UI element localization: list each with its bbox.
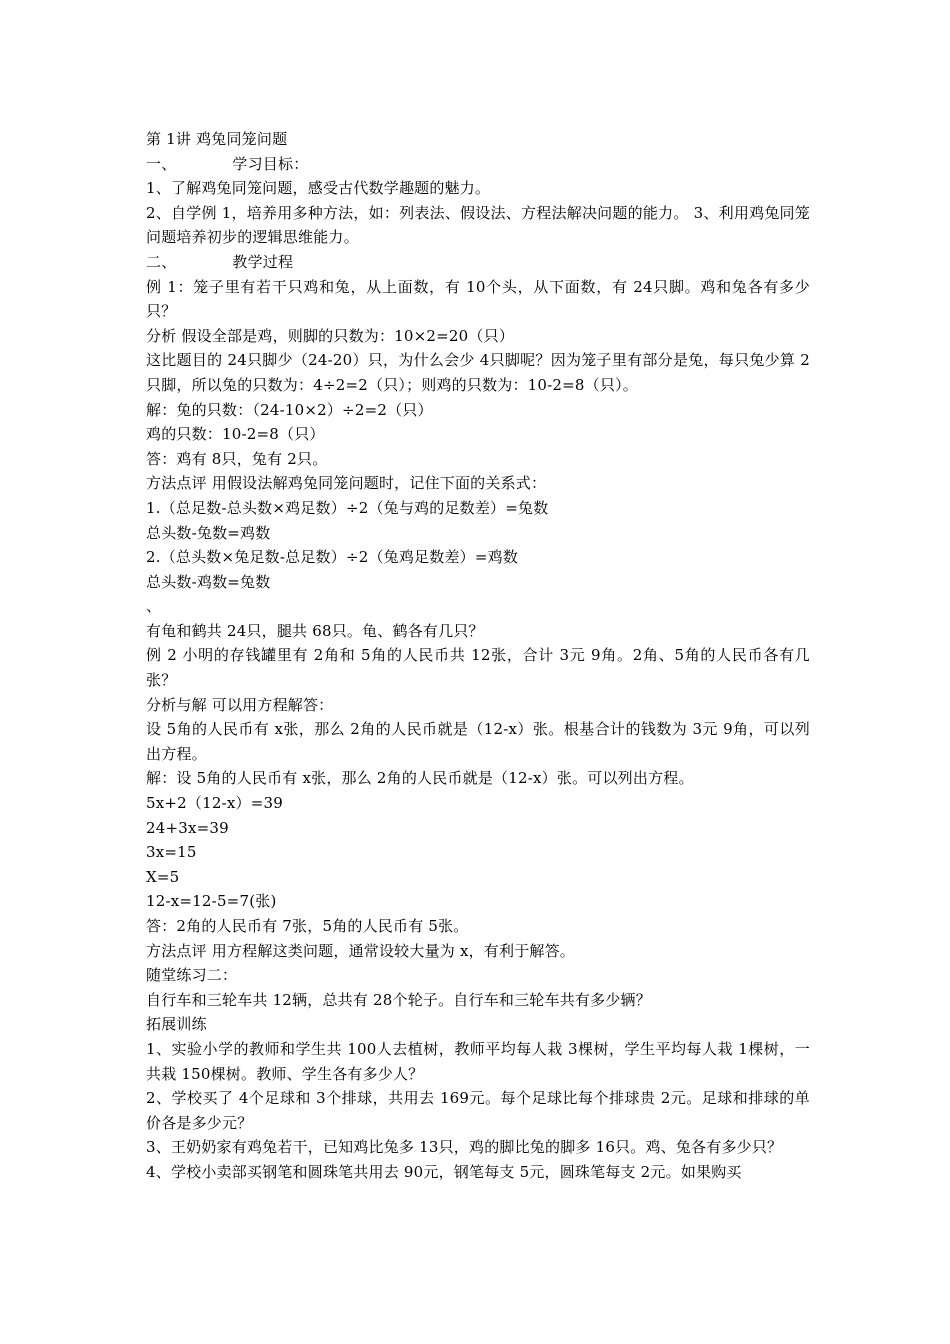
section-label: 学习目标： [232,154,309,173]
solution-line-3: 解：设 5角的人民币有 x张，那么 2角的人民币就是（12-x）张。可以列出方程。 [146,769,694,788]
equation-2: 24+3x=39 [146,818,229,837]
explanation-1: 这比题目的 24只脚少（24-20）只，为什么会少 4只脚呢？因为笼子里有部分是兔，每只兔少算 2只脚，所以兔的只数为：4÷2=2（只）；则鸡的只数为：10-2=8（只）。 [146,351,810,394]
extension-3: 3、王奶奶家有鸡兔若干，已知鸡比兔多 13只，鸡的脚比兔的脚多 16只。鸡、兔各有多少只？ [146,1138,783,1157]
equation-1: 5x+2（12-x）=39 [146,794,283,813]
goal-2: 2、自学例 1，培养用多种方法，如：列表法、假设法、方程法解决问题的能力。 3、利用鸡兔同笼问题培养初步的逻辑思维能力。 [146,203,810,247]
section-heading-goals [146,152,810,177]
extension-2: 2、学校买了 4个足球和 3个排球，共用去 169元。每个足球比每个排球贵 2元。足球和排球的单价各是多少元？ [146,1089,810,1132]
lesson-title: 第 1讲 鸡兔同笼问题 [146,130,288,148]
analysis-2: 分析与解 可以用方程解答： [146,695,334,714]
method-comment-2: 方法点评 用方程解这类问题，通常设较大量为 x，有利于解答。 [146,941,575,960]
practice-1: 有龟和鹤共 24只，腿共 68只。龟、鹤各有几只？ [146,621,484,640]
example-1: 例 1：笼子里有若干只鸡和兔，从上面数，有 10个头，从下面数，有 24只脚。鸡和兔各有多少只？ [146,277,810,321]
goal-1: 1、了解鸡兔同笼问题，感受古代数学趣题的魅力。 [146,179,491,198]
extension-title: 拓展训练 [146,1015,207,1034]
example-2: 例 2 小明的存钱罐里有 2角和 5角的人民币共 12张，合计 3元 9角。2角、5角的人民币各有几张？ [146,646,810,690]
answer-1: 答：鸡有 8只，兔有 2只。 [146,449,328,468]
practice-2: 自行车和三轮车共 12辆，总共有 28个轮子。自行车和三轮车共有多少辆？ [146,990,651,1009]
extension-1: 1、实验小学的教师和学生共 100人去植树，教师平均每人栽 3棵树，学生平均每人栽 1棵树，一共栽 150棵树。教师、学生各有多少人？ [146,1039,810,1083]
formula-1: 1.（总足数-总头数×鸡足数）÷2（兔与鸡的足数差）=兔数 [146,498,549,517]
section-label: 教学过程 [232,252,294,271]
method-comment-1: 方法点评 用假设法解鸡兔同笼问题时，记住下面的关系式： [146,474,547,493]
section-number: 一、 [146,154,177,173]
formula-2: 2.（总头数×兔足数-总足数）÷2（兔鸡足数差）=鸡数 [146,548,519,567]
extension-4: 4、学校小卖部买钢笔和圆珠笔共用去 90元，钢笔每支 5元，圆珠笔每支 2元。如果购买 [146,1162,742,1181]
section-number: 二、 [146,252,177,271]
practice-title: 随堂练习二： [146,966,238,985]
equation-3: 3x=15 [146,843,197,862]
document-body [146,127,810,1185]
solution-line-1: 解：兔的只数：（24-10×2）÷2=2（只） [146,400,433,419]
explanation-2: 设 5角的人民币有 x张，那么 2角的人民币就是（12-x）张。根基合计的钱数为 3元 9角，可以列出方程。 [146,720,810,763]
equation-4: X=5 [146,867,180,886]
formula-2b: 总头数-鸡数=兔数 [146,572,271,591]
analysis-1: 分析 假设全部是鸡，则脚的只数为：10×2=20（只） [146,326,515,345]
stray-mark: 、 [146,597,162,616]
section-heading-process [146,250,810,275]
answer-2: 答：2角的人民币有 7张，5角的人民币有 5张。 [146,917,469,935]
equation-5: 12-x=12-5=7(张) [146,892,277,911]
formula-1b: 总头数-兔数=鸡数 [146,523,271,542]
solution-line-2: 鸡的只数：10-2=8（只） [146,425,325,444]
